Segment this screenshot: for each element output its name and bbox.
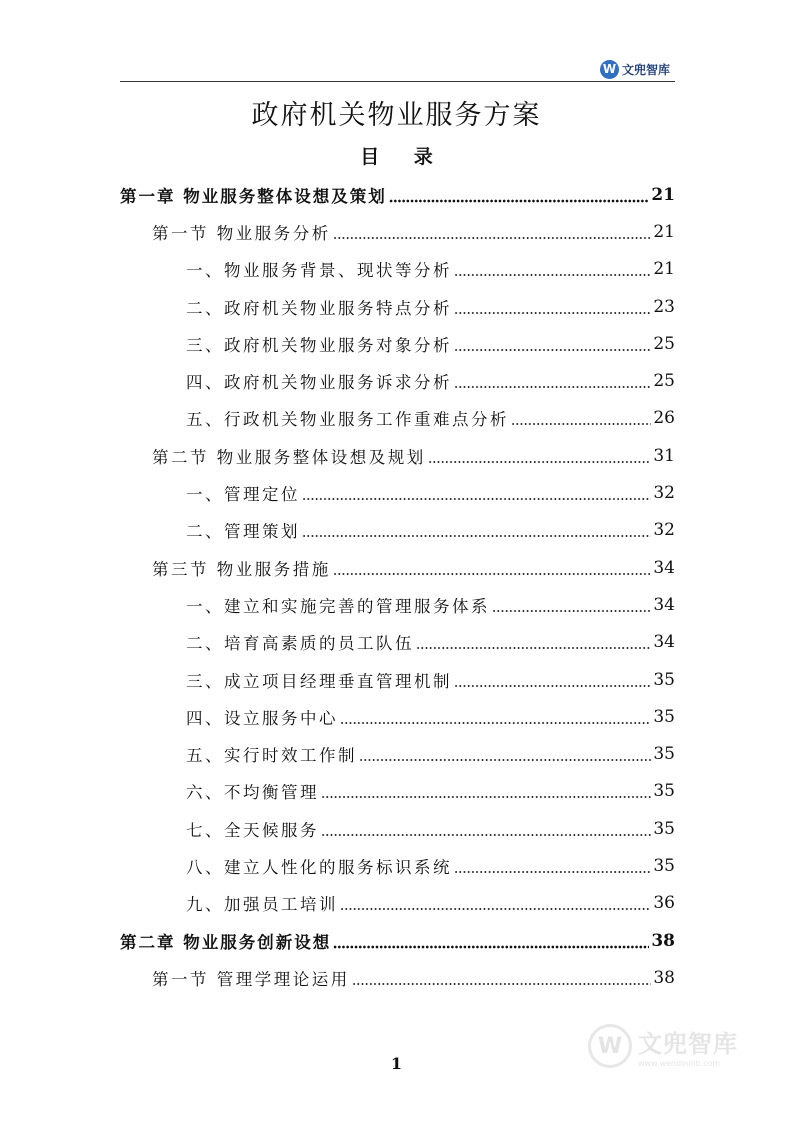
toc-leader-dots	[454, 870, 651, 874]
toc-leader-dots	[302, 497, 651, 501]
toc-entry[interactable]	[120, 735, 675, 772]
toc-leader-dots	[454, 684, 651, 688]
toc-leader-dots	[454, 348, 651, 352]
toc-entry[interactable]	[120, 922, 675, 959]
toc-entry-page: 34	[653, 594, 675, 615]
toc-entry-page: 32	[653, 483, 675, 504]
toc-entry-label: 第二节 物业服务整体设想及规划	[152, 447, 426, 467]
toc-entry[interactable]	[120, 773, 675, 810]
toc-entry[interactable]	[120, 474, 675, 511]
toc-heading: 目 录	[360, 146, 447, 168]
toc-entry-page: 21	[653, 259, 675, 280]
toc-entry[interactable]	[120, 512, 675, 549]
toc-entry-page: 25	[653, 333, 675, 354]
toc-entry-page: 23	[653, 296, 675, 317]
watermark-text-group	[638, 1024, 738, 1068]
toc-entry-page: 34	[653, 557, 675, 578]
toc-leader-dots	[321, 795, 651, 799]
watermark-url: www.wendoulib.com	[638, 1059, 721, 1068]
toc-entry[interactable]	[120, 847, 675, 884]
toc-entry[interactable]	[120, 661, 675, 698]
document-title: 政府机关物业服务方案	[251, 100, 542, 131]
toc-entry[interactable]	[120, 437, 675, 474]
toc-entry-label: 一、建立和实施完善的管理服务体系	[186, 596, 490, 616]
toc-entry[interactable]	[120, 586, 675, 623]
toc-entry-label: 第二章 物业服务创新设想	[120, 932, 332, 952]
toc-entry-page: 35	[653, 818, 675, 839]
toc-entry[interactable]	[120, 325, 675, 362]
header-logo	[600, 58, 674, 80]
toc-entry[interactable]	[120, 549, 675, 586]
toc-entry-page: 25	[653, 371, 675, 392]
toc-entry[interactable]	[120, 885, 675, 922]
toc-entry[interactable]	[120, 810, 675, 847]
toc-entry-label: 三、政府机关物业服务对象分析	[186, 335, 452, 355]
toc-entry-label: 六、不均衡管理	[186, 783, 319, 803]
toc-leader-dots	[333, 572, 652, 576]
toc-leader-dots	[454, 385, 651, 389]
toc-entry[interactable]	[120, 362, 675, 399]
toc-leader-dots	[492, 609, 651, 613]
toc-leader-dots	[454, 311, 651, 315]
toc-leader-dots	[340, 907, 651, 911]
toc-entry-page: 38	[651, 930, 675, 951]
toc-entry-label: 九、加强员工培训	[186, 895, 338, 915]
toc-entry-page: 35	[653, 669, 675, 690]
toc-entry-label: 第一节 物业服务分析	[152, 223, 331, 243]
toc-entry[interactable]	[120, 624, 675, 661]
watermark-text: 文兜智库	[638, 1030, 738, 1058]
toc-entry-label: 一、物业服务背景、现状等分析	[186, 261, 452, 281]
page-number: 1	[390, 1054, 403, 1073]
toc-entry-page: 32	[653, 520, 675, 541]
toc-leader-dots	[416, 646, 651, 650]
toc-entry-page: 36	[653, 893, 675, 914]
toc-leader-dots	[389, 199, 650, 203]
toc-entry-page: 35	[653, 706, 675, 727]
toc-entry[interactable]	[120, 176, 675, 213]
toc-entry-page: 34	[653, 632, 675, 653]
toc-leader-dots	[352, 982, 652, 986]
toc-entry[interactable]	[120, 698, 675, 735]
table-of-contents	[120, 176, 675, 997]
toc-entry-label: 第一章 物业服务整体设想及策划	[120, 186, 387, 206]
toc-entry[interactable]	[120, 400, 675, 437]
toc-leader-dots	[454, 273, 651, 277]
logo-text: 文兜智库	[622, 62, 671, 77]
toc-entry[interactable]	[120, 288, 675, 325]
header-rule	[120, 81, 675, 82]
toc-entry-label: 四、政府机关物业服务诉求分析	[186, 373, 452, 393]
toc-entry-page: 21	[653, 221, 675, 242]
toc-entry-page: 21	[651, 184, 675, 205]
toc-leader-dots	[428, 460, 652, 464]
toc-entry-label: 五、实行时效工作制	[186, 746, 357, 766]
toc-entry-page: 26	[653, 408, 675, 429]
toc-leader-dots	[359, 758, 651, 762]
toc-entry-label: 二、政府机关物业服务特点分析	[186, 298, 452, 318]
toc-entry-page: 38	[653, 967, 675, 988]
toc-entry-label: 三、成立项目经理垂直管理机制	[186, 671, 452, 691]
toc-entry-page: 31	[653, 445, 675, 466]
toc-leader-dots	[340, 721, 651, 725]
toc-entry-page: 35	[653, 744, 675, 765]
toc-entry-label: 七、全天候服务	[186, 820, 319, 840]
toc-entry-label: 四、设立服务中心	[186, 708, 338, 728]
toc-entry[interactable]	[120, 959, 675, 996]
brand-logo-icon: W	[600, 60, 619, 79]
watermark	[588, 1018, 758, 1074]
toc-entry-page: 35	[653, 781, 675, 802]
toc-leader-dots	[333, 236, 652, 240]
toc-entry[interactable]	[120, 251, 675, 288]
toc-entry-label: 第一节 管理学理论运用	[152, 969, 350, 989]
toc-entry-label: 八、建立人性化的服务标识系统	[186, 857, 452, 877]
toc-entry-page: 35	[653, 855, 675, 876]
toc-entry-label: 五、行政机关物业服务工作重难点分析	[186, 410, 509, 430]
toc-entry-label: 二、管理策划	[186, 522, 300, 542]
toc-leader-dots	[302, 534, 651, 538]
toc-entry-label: 第三节 物业服务措施	[152, 559, 331, 579]
toc-entry-label: 一、管理定位	[186, 485, 300, 505]
toc-leader-dots	[511, 422, 651, 426]
watermark-logo-icon: W	[588, 1024, 632, 1068]
toc-entry[interactable]	[120, 213, 675, 250]
toc-leader-dots	[321, 833, 651, 837]
toc-entry-label: 二、培育高素质的员工队伍	[186, 634, 414, 654]
toc-leader-dots	[333, 945, 649, 949]
